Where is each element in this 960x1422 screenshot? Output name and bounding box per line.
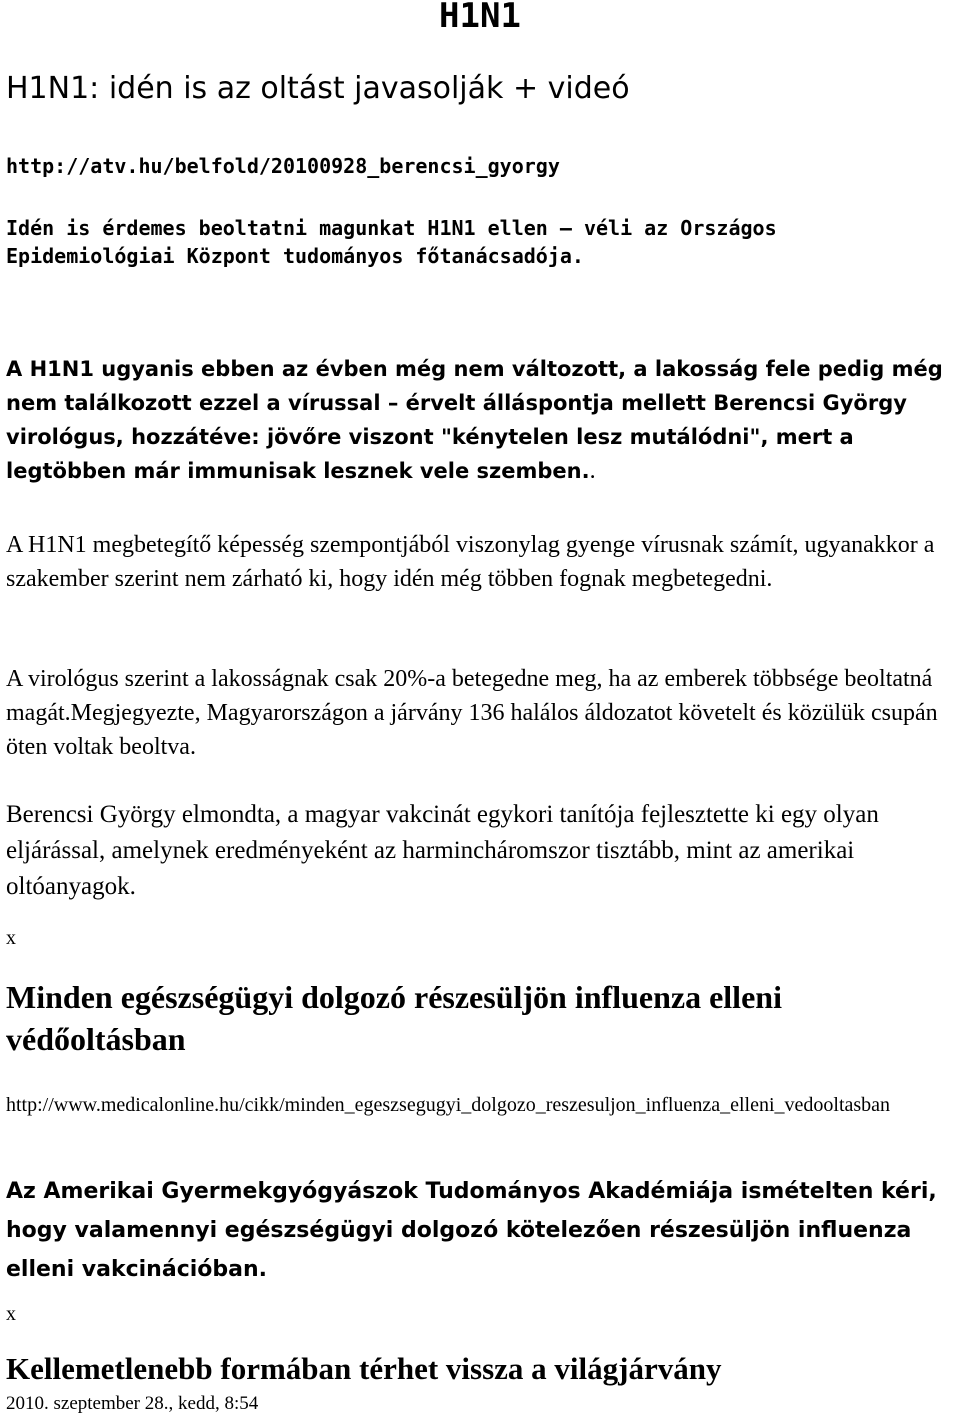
article2-end-mark: x — [6, 1303, 16, 1325]
article1-paragraph-2: A virológus szerint a lakosságnak csak 20%-a betegedne meg, ha az emberek többsége beoltatná magát.Megjegyezte, Magyarországon a járvány 136 halálos áldozatot követelt és közülük csupán öten voltak beoltva. — [6, 666, 938, 760]
article1-paragraph-3: Berencsi György elmondta, a magyar vakcinát egykori tanítója fejlesztette ki egy olyan eljárással, amelynek eredményeként az harmincháromszor tisztább, mint az amerikai oltóanyagok. — [6, 801, 879, 900]
article3-heading: Kellemetlenebb formában térhet vissza a világjárvány — [6, 1351, 722, 1386]
article2-heading: Minden egészségügyi dolgozó részesüljön influenza elleni védőoltásban — [6, 979, 782, 1057]
article1-bold-paragraph-end: . — [589, 458, 596, 484]
article1-lead: Idén is érdemes beoltatni magunkat H1N1 ellen – véli az Országos Epidemiológiai Központ tudományos főtanácsadója. — [6, 216, 777, 268]
article1-end-mark: x — [6, 927, 16, 949]
article2-lead: Az Amerikai Gyermekgyógyászok Tudományos Akadémiája ismételten kéri, hogy valamennyi egészségügyi dolgozó kötelezően részesüljön influenza elleni vakcinációban. — [6, 1179, 937, 1282]
article1-paragraph-1: A H1N1 megbetegítő képesség szempontjából viszonylag gyenge vírusnak számít, ugyanakkor a szakember szerint nem zárható ki, hogy idén még többen fognak megbetegedni. — [6, 532, 935, 592]
article3-date: 2010. szeptember 28., kedd, 8:54 — [6, 1393, 259, 1414]
article1-bold-paragraph — [6, 352, 956, 488]
article1-bold-paragraph-text: A H1N1 ugyanis ebben az évben még nem változott, a lakosság fele pedig még nem találkozott ezzel a vírussal – érvelt álláspontja mellett Berencsi György virológus, hozzátéve: jövőre viszont "kénytelen lesz mutálódni", mert a legtöbben már immunisak lesznek vele szemben. — [6, 357, 943, 483]
article1-heading: H1N1: idén is az oltást javasolják + videó — [6, 71, 630, 106]
page-title: H1N1 — [439, 0, 521, 36]
article1-url[interactable]: http://atv.hu/belfold/20100928_berencsi_gyorgy — [6, 154, 560, 178]
article2-url[interactable]: http://www.medicalonline.hu/cikk/minden_egeszsegugyi_dolgozo_reszesuljon_influenza_elleni_vedooltasban — [6, 1094, 891, 1116]
